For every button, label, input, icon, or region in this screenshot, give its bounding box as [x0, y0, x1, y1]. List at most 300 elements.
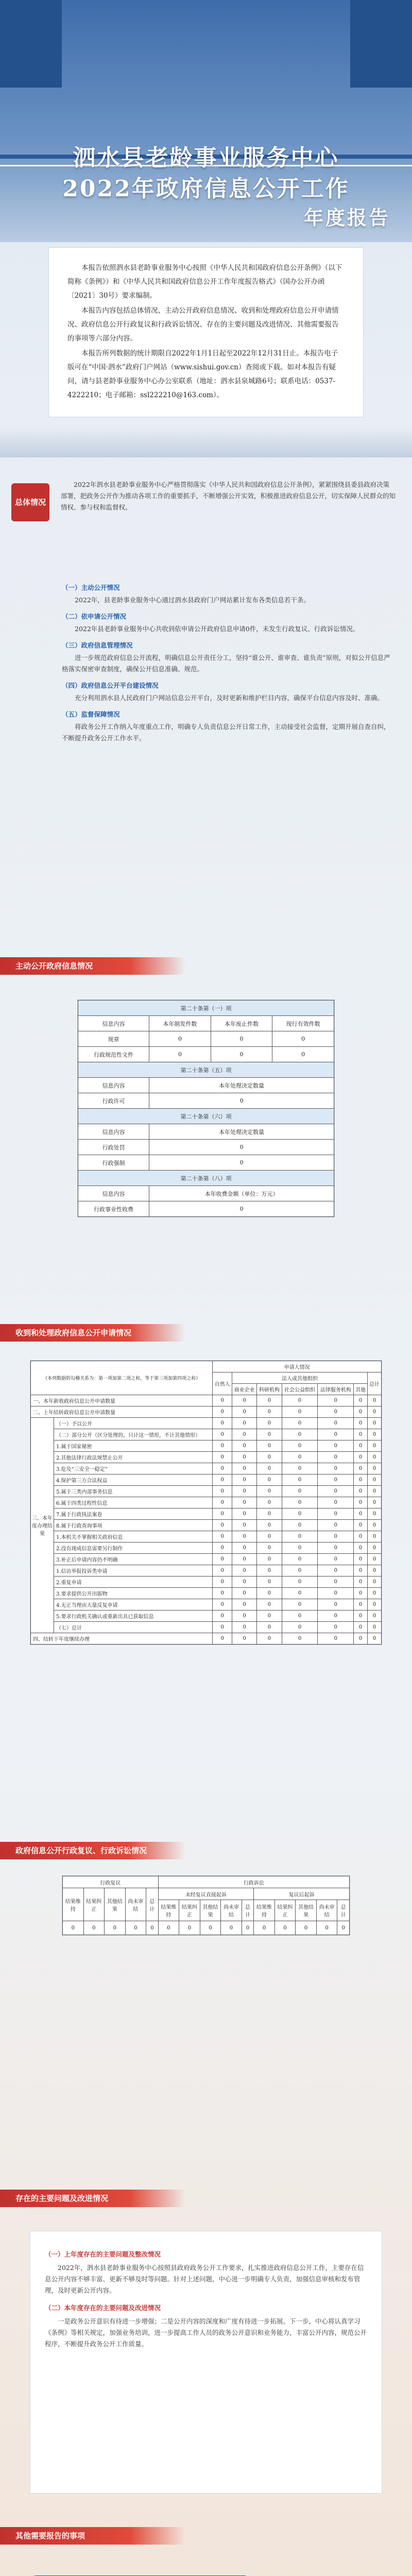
- cell: 0: [272, 1031, 334, 1047]
- cell: 0: [296, 1921, 317, 1935]
- review-header: 行政复议: [63, 1876, 159, 1888]
- table-row: [31, 1418, 382, 1429]
- cell: 0: [368, 1486, 382, 1497]
- col-header: 现行有效件数: [272, 1016, 334, 1031]
- table-band: 第二十条第（一）项: [78, 1001, 334, 1016]
- sub-col-header: 商业企业: [232, 1384, 256, 1395]
- applications-table: [30, 1360, 382, 1645]
- cell: 0: [318, 1554, 354, 1565]
- table-row: [31, 1452, 382, 1463]
- cell: 0: [368, 1622, 382, 1633]
- other-matters: [30, 2568, 382, 2576]
- cell: 0: [232, 1622, 256, 1633]
- row-label: 6.属于四类过程性信息: [54, 1497, 213, 1509]
- cell: 0: [257, 1406, 282, 1418]
- row-label: 3.要求提供公开出版物: [54, 1588, 213, 1599]
- cell: 0: [354, 1531, 368, 1543]
- cell: 0: [318, 1520, 354, 1531]
- row-label: 1.信访举报投诉类申请: [54, 1565, 213, 1577]
- cell: 0: [318, 1509, 354, 1520]
- intro-paragraph: 本报告依照泗水县老龄事业服务中心按照《中华人民共和国政府信息公开条例》（以下简称《条例》）和《中华人民共和国政府信息公开工作年度报告格式》（国办公开办函〔2021〕30号）要求编制。: [67, 264, 342, 300]
- hero-corner-left: [0, 0, 62, 88]
- cell: 0: [318, 1588, 354, 1599]
- cell: 0: [242, 1921, 254, 1935]
- total-header: 总计: [368, 1372, 382, 1395]
- cell: 0: [213, 1588, 232, 1599]
- section-heading: （五）监督保障情况: [62, 710, 120, 718]
- title-line-3: 年度报告: [303, 206, 390, 229]
- col-header: 信息内容: [78, 1016, 149, 1031]
- table-band: 第二十条第（六）项: [78, 1109, 334, 1124]
- cell: 0: [213, 1611, 232, 1622]
- cell: 0: [213, 1497, 232, 1509]
- natural-person-header: 自然人: [213, 1372, 232, 1395]
- banner-active-disclosure: 主动公开政府信息情况: [0, 957, 185, 975]
- row-label: 3.补正后申请内容仍不明确: [54, 1554, 213, 1565]
- section-heading: （二）依申请公开情况: [62, 613, 127, 620]
- col-header: 总计: [146, 1888, 159, 1921]
- cell: 0: [213, 1418, 232, 1429]
- issues-box: [30, 2231, 382, 2494]
- cell: 0: [282, 1452, 318, 1463]
- active-disclosure-table: [77, 999, 335, 1217]
- table-row: [31, 1577, 382, 1588]
- cell: 0: [318, 1611, 354, 1622]
- row-label: 7.属于行政执法案卷: [54, 1509, 213, 1520]
- cell: 0: [368, 1429, 382, 1440]
- cell: 0: [368, 1395, 382, 1406]
- cell: 0: [232, 1486, 256, 1497]
- table-row: [31, 1543, 382, 1554]
- col-header: 尚未审结: [125, 1888, 146, 1921]
- table-row: [31, 1520, 382, 1531]
- cell: 0: [213, 1531, 232, 1543]
- issues-paragraph: 一是政务公开意识有待进一步增强；二是公开内容的深度和广度有待进一步拓展。下一步，中心将认真学习《条例》等相关规定，加强业务培训，进一步提高工作人员的政务公开意识和业务能力，丰富公开内容，规范公开程序，不断提升政务公开工作质量。: [45, 2317, 367, 2348]
- cell: 0: [232, 1452, 256, 1463]
- litigation-header: 行政诉讼: [158, 1876, 349, 1888]
- cell: 0: [274, 1921, 296, 1935]
- cell: 0: [213, 1554, 232, 1565]
- cell: 0: [282, 1486, 318, 1497]
- col-header: 信息内容: [78, 1124, 149, 1140]
- table-row: [31, 1497, 382, 1509]
- cell: 0: [232, 1463, 256, 1475]
- table-row: [31, 1554, 382, 1565]
- cell: 0: [257, 1440, 282, 1452]
- cell: 0: [354, 1588, 368, 1599]
- cell: 0: [368, 1475, 382, 1486]
- cell: 0: [232, 1429, 256, 1440]
- cell: 0: [257, 1588, 282, 1599]
- table-row: [78, 1047, 334, 1062]
- cell: 0: [318, 1633, 354, 1645]
- cell: 0: [125, 1921, 146, 1935]
- row-label: 四、结转下年度继续办理: [31, 1633, 213, 1645]
- table-row: [31, 1475, 382, 1486]
- table-row: [31, 1463, 382, 1475]
- table-row: [31, 1406, 382, 1418]
- cell: 0: [368, 1406, 382, 1418]
- cell: 0: [282, 1463, 318, 1475]
- cell: 0: [282, 1622, 318, 1633]
- cell: 0: [354, 1633, 368, 1645]
- table-row: [31, 1531, 382, 1543]
- cell: 0: [318, 1622, 354, 1633]
- col-header: 结果维持: [254, 1900, 275, 1921]
- cell: 0: [368, 1588, 382, 1599]
- cell: 0: [368, 1611, 382, 1622]
- legal-person-header: 法人或其他组织: [232, 1372, 367, 1384]
- table-row: [31, 1633, 382, 1645]
- cell: 0: [257, 1633, 282, 1645]
- cell: 0: [318, 1429, 354, 1440]
- cell: 0: [232, 1395, 256, 1406]
- table-row: [63, 1921, 350, 1935]
- section-heading: （一）主动公开情况: [62, 584, 120, 591]
- cell: 0: [232, 1531, 256, 1543]
- col-header: 结果纠正: [83, 1888, 105, 1921]
- banner-other: 其他需要报告的事项: [0, 2527, 185, 2545]
- issues-heading: （一）上年度存在的主要问题及整改情况: [45, 2250, 161, 2258]
- cell: 0: [354, 1475, 368, 1486]
- cell: 0: [221, 1921, 242, 1935]
- table-row: [31, 1486, 382, 1497]
- row-label: （七）总计: [54, 1622, 213, 1633]
- cell: 0: [232, 1475, 256, 1486]
- cell: 0: [337, 1921, 350, 1935]
- cell: 0: [282, 1429, 318, 1440]
- col-header: 其他结果: [105, 1888, 126, 1921]
- table-row: [31, 1588, 382, 1599]
- group-header: 三、本年度办理结果: [31, 1418, 54, 1633]
- cell: 0: [282, 1577, 318, 1588]
- table-row: [31, 1440, 382, 1452]
- cell: 0: [368, 1452, 382, 1463]
- cell: 0: [213, 1520, 232, 1531]
- cell: 行政强制: [78, 1155, 149, 1171]
- cell: 0: [318, 1543, 354, 1554]
- cell: 0: [282, 1565, 318, 1577]
- section-body: 2022年，县老龄事业服务中心通过泗水县政府门户网站累计发布各类信息若干条。: [75, 596, 310, 604]
- col-header: 尚未审结: [316, 1900, 337, 1921]
- cell: 0: [318, 1418, 354, 1429]
- banner-review-litigation: 政府信息公开行政复议、行政诉讼情况: [0, 1842, 185, 1859]
- cell: 0: [257, 1520, 282, 1531]
- cell: 0: [232, 1633, 256, 1645]
- table-band: 第二十条第（八）项: [78, 1171, 334, 1186]
- cell: 0: [354, 1622, 368, 1633]
- col-header: 本年收费金额（单位：万元）: [149, 1186, 334, 1201]
- cell: 0: [282, 1554, 318, 1565]
- corner-header: （本列数据的勾稽关系为：第一项加第二项之和，等于第三项加第四项之和）: [31, 1361, 213, 1395]
- cell: 0: [318, 1565, 354, 1577]
- cell: 0: [232, 1509, 256, 1520]
- cell: 0: [368, 1531, 382, 1543]
- col-header: 信息内容: [78, 1078, 149, 1093]
- cell: 0: [354, 1429, 368, 1440]
- cell: 0: [105, 1921, 126, 1935]
- cell: 0: [318, 1406, 354, 1418]
- cell: 行政许可: [78, 1093, 149, 1109]
- cell: 0: [257, 1475, 282, 1486]
- col-header: 其他结果: [296, 1900, 317, 1921]
- cell: 0: [257, 1486, 282, 1497]
- city-skyline-decoration: [0, 427, 412, 457]
- cell: 0: [282, 1599, 318, 1611]
- cell: 0: [257, 1497, 282, 1509]
- row-label: 3.危及“三安全一稳定”: [54, 1463, 213, 1475]
- cell: 0: [368, 1577, 382, 1588]
- summary-paragraph: 2022年泗水县老龄事业服务中心严格贯彻落实《中华人民共和国政府信息公开条例》，紧紧围绕县委县政府决策部署，把政务公开作为推动各项工作的重要抓手，不断增强公开实效，积极推进政府信息公开，切实保障人民群众的知情权、参与权和监督权。: [61, 481, 396, 511]
- cell: 0: [213, 1475, 232, 1486]
- cell: 0: [213, 1622, 232, 1633]
- row-label: 4.无正当理由大量反复申请: [54, 1599, 213, 1611]
- cell: 0: [368, 1633, 382, 1645]
- hero-corner-right: [350, 0, 412, 88]
- section-heading: （三）政府信息管理情况: [62, 641, 133, 649]
- cell: 0: [257, 1452, 282, 1463]
- row-label: 2.重复申请: [54, 1577, 213, 1588]
- cell: 0: [83, 1921, 105, 1935]
- title-line-2: 2022年政府信息公开工作: [62, 176, 350, 202]
- cell: 0: [368, 1463, 382, 1475]
- cell: 0: [232, 1418, 256, 1429]
- cell: 行政规范性文件: [78, 1047, 149, 1062]
- cell: 0: [254, 1921, 275, 1935]
- cell: 0: [282, 1395, 318, 1406]
- summary-sections: [62, 577, 391, 744]
- cell: 0: [257, 1509, 282, 1520]
- cell: 0: [232, 1497, 256, 1509]
- cell: 0: [368, 1440, 382, 1452]
- cell: 0: [368, 1497, 382, 1509]
- sub-col-header: 法律服务机构: [318, 1384, 354, 1395]
- cell: 0: [257, 1599, 282, 1611]
- section-body: 2022年县老龄事业服务中心共收到依申请公开政府信息申请0件，未发生行政复议、行政诉讼情况。: [75, 625, 359, 633]
- cell: 0: [257, 1543, 282, 1554]
- section-body: 进一步规范政府信息公开流程，明确信息公开责任分工，坚持“谁公开、谁审查、谁负责”原则，对拟公开信息严格落实保密审查制度，确保公开信息准确、规范。: [62, 654, 390, 673]
- row-label: 二、上年结转政府信息公开申请数量: [31, 1406, 213, 1418]
- section-body: 充分利用泗水县人民政府门户网站信息公开平台，及时更新和维护栏目内容，确保平台信息内容及时、准确。: [75, 694, 384, 702]
- cell: 0: [282, 1406, 318, 1418]
- cell: 0: [282, 1418, 318, 1429]
- intro-paragraph: 本报告内容包括总体情况、主动公开政府信息情况、收到和处理政府信息公开申请情况、政府信息公开行政复议和行政诉讼情况、存在的主要问题及改进情况、其他需要报告的事项等六部分内容。: [67, 307, 339, 343]
- cell: 0: [318, 1475, 354, 1486]
- cell: 0: [354, 1520, 368, 1531]
- cell: 0: [213, 1429, 232, 1440]
- table-row: [31, 1565, 382, 1577]
- cell: 0: [368, 1554, 382, 1565]
- cell: 0: [213, 1440, 232, 1452]
- issues-heading: （二）本年度存在的主要问题及改进情况: [45, 2304, 161, 2312]
- row-label: 1.属于国家秘密: [54, 1440, 213, 1452]
- cell: 0: [213, 1543, 232, 1554]
- cell: 0: [211, 1047, 272, 1062]
- table-row: [78, 1201, 334, 1217]
- cell: 0: [257, 1463, 282, 1475]
- cell: 0: [158, 1921, 179, 1935]
- intro-paragraph: 本报告所列数据的统计期限自2022年1月1日起至2022年12月31日止。本报告电子版可在“中国·泗水”政府门户网站（www.sishui.gov.cn）查阅或下载。如对本报告有疑问，请与县老龄事业服务中心办公室联系（地址：泗水县泉城路6号；联系电话：0537-4222210；电子邮箱：ssl222210@163.com）。: [67, 349, 338, 399]
- banner-issues: 存在的主要问题及改进情况: [0, 2190, 185, 2207]
- cell: 0: [318, 1486, 354, 1497]
- cell: 0: [354, 1565, 368, 1577]
- cell: 0: [368, 1543, 382, 1554]
- col-header: 结果纠正: [274, 1900, 296, 1921]
- cell: 0: [211, 1031, 272, 1047]
- cell: 0: [213, 1577, 232, 1588]
- cell: 0: [354, 1497, 368, 1509]
- cell: 0: [318, 1577, 354, 1588]
- cell: 0: [232, 1565, 256, 1577]
- cell: 0: [257, 1531, 282, 1543]
- table-band: 第二十条第（五）项: [78, 1062, 334, 1078]
- cell: 0: [146, 1921, 159, 1935]
- section-heading: （四）政府信息公开平台建设情况: [62, 682, 159, 689]
- cell: 0: [257, 1554, 282, 1565]
- cell: 0: [354, 1599, 368, 1611]
- cell: 0: [354, 1463, 368, 1475]
- row-label: （一）予以公开: [54, 1418, 213, 1429]
- cell: 0: [257, 1418, 282, 1429]
- direct-suit-header: 未经复议直接起诉: [158, 1888, 254, 1900]
- cell: 规章: [78, 1031, 149, 1047]
- cell: 0: [354, 1395, 368, 1406]
- table-row: [78, 1140, 334, 1155]
- table-row: [31, 1395, 382, 1406]
- cell: 0: [282, 1543, 318, 1554]
- banner-applications: 收到和处理政府信息公开申请情况: [0, 1324, 185, 1342]
- col-header: 其他结果: [200, 1900, 221, 1921]
- row-label: 1.本机关不掌握相关政府信息: [54, 1531, 213, 1543]
- col-header: 总计: [337, 1900, 350, 1921]
- cell: 0: [318, 1599, 354, 1611]
- col-header: 结果维持: [158, 1900, 179, 1921]
- cell: 0: [149, 1047, 211, 1062]
- row-label: 一、本年新收政府信息公开申请数量: [31, 1395, 213, 1406]
- section-body: 将政务公开工作纳入年度重点工作，明确专人负责信息公开日常工作，主动接受社会监督，定期开展自查自纠，不断提升政务公开工作水平。: [62, 723, 390, 742]
- col-header: 尚未审结: [221, 1900, 242, 1921]
- cell: 0: [368, 1599, 382, 1611]
- cell: 0: [257, 1577, 282, 1588]
- cell: 0: [149, 1093, 334, 1109]
- col-header: 总计: [242, 1900, 254, 1921]
- after-review-header: 复议后起诉: [254, 1888, 350, 1900]
- cell: 0: [149, 1140, 334, 1155]
- cell: 0: [282, 1611, 318, 1622]
- cell: 0: [213, 1565, 232, 1577]
- cell: 0: [149, 1201, 334, 1217]
- title-line-1: 泗水县老龄事业服务中心: [73, 145, 339, 171]
- table-row: [31, 1611, 382, 1622]
- cell: 0: [232, 1611, 256, 1622]
- cell: 0: [368, 1565, 382, 1577]
- cell: 0: [368, 1520, 382, 1531]
- cell: 0: [213, 1633, 232, 1645]
- row-label: 8.属于行政查询事项: [54, 1520, 213, 1531]
- cell: 0: [232, 1588, 256, 1599]
- cell: 0: [318, 1452, 354, 1463]
- col-header: 本年废止件数: [211, 1016, 272, 1031]
- cell: 0: [213, 1486, 232, 1497]
- cell: 0: [213, 1509, 232, 1520]
- cell: 0: [282, 1531, 318, 1543]
- cell: 0: [149, 1031, 211, 1047]
- col-header: 本年制发件数: [149, 1016, 211, 1031]
- cell: 0: [282, 1475, 318, 1486]
- applicant-header: 申请人情况: [213, 1361, 382, 1372]
- cell: 0: [318, 1531, 354, 1543]
- col-header: 信息内容: [78, 1186, 149, 1201]
- cell: 0: [213, 1599, 232, 1611]
- cell: 0: [272, 1047, 334, 1062]
- cell: 0: [232, 1577, 256, 1588]
- cell: 0: [257, 1429, 282, 1440]
- cell: 0: [354, 1406, 368, 1418]
- col-header: 本年处理决定数量: [149, 1078, 334, 1093]
- cell: 行政事业性收费: [78, 1201, 149, 1217]
- row-label: 2.其他法律行政法规禁止公开: [54, 1452, 213, 1463]
- cell: 0: [213, 1463, 232, 1475]
- cell: 0: [318, 1497, 354, 1509]
- row-label: （二）部分公开（区分处理的，只计这一情形，不计其他情形）: [54, 1429, 213, 1440]
- col-header: 本年处理决定数量: [149, 1124, 334, 1140]
- cell: 0: [354, 1486, 368, 1497]
- cell: 0: [213, 1406, 232, 1418]
- cell: 0: [257, 1395, 282, 1406]
- cell: 0: [200, 1921, 221, 1935]
- cell: 0: [232, 1554, 256, 1565]
- cell: 0: [354, 1577, 368, 1588]
- cell: 0: [232, 1440, 256, 1452]
- cell: 0: [318, 1395, 354, 1406]
- cell: 0: [149, 1155, 334, 1171]
- sub-col-header: 其他: [354, 1384, 368, 1395]
- table-row: [31, 1429, 382, 1440]
- cell: 0: [63, 1921, 84, 1935]
- table-row: [31, 1599, 382, 1611]
- cell: 0: [282, 1497, 318, 1509]
- intro-box: [48, 247, 364, 417]
- cell: 0: [318, 1440, 354, 1452]
- cell: 0: [354, 1554, 368, 1565]
- cell: 0: [282, 1588, 318, 1599]
- issues-paragraph: 2022年，泗水县老龄事业服务中心按照县政府政务公开工作要求，扎实推进政府信息公开工作，主要存在信息公开内容不够丰富、更新不够及时等问题。针对上述问题，中心进一步明确专人负责，加强信息审核和发布管理，及时更新公开内容。: [45, 2264, 364, 2294]
- cell: 0: [368, 1418, 382, 1429]
- cell: 0: [318, 1463, 354, 1475]
- table-row: [78, 1031, 334, 1047]
- cell: 0: [257, 1622, 282, 1633]
- row-label: 5.属于三类内部事务信息: [54, 1486, 213, 1497]
- col-header: 结果纠正: [179, 1900, 200, 1921]
- cell: 0: [354, 1543, 368, 1554]
- cell: 0: [179, 1921, 200, 1935]
- cell: 0: [354, 1452, 368, 1463]
- cell: 0: [316, 1921, 337, 1935]
- cell: 0: [282, 1633, 318, 1645]
- cell: 0: [354, 1440, 368, 1452]
- table-row: [78, 1093, 334, 1109]
- row-label: 5.要求行政机关确认或重新出具已获取信息: [54, 1611, 213, 1622]
- row-label: 2.没有现成信息需要另行制作: [54, 1543, 213, 1554]
- cell: 0: [257, 1611, 282, 1622]
- cell: 0: [232, 1406, 256, 1418]
- table-row: [78, 1155, 334, 1171]
- cell: 0: [354, 1611, 368, 1622]
- review-litigation-table: [62, 1875, 350, 1936]
- sub-col-header: 科研机构: [257, 1384, 282, 1395]
- cell: 行政处罚: [78, 1140, 149, 1155]
- cell: 0: [354, 1509, 368, 1520]
